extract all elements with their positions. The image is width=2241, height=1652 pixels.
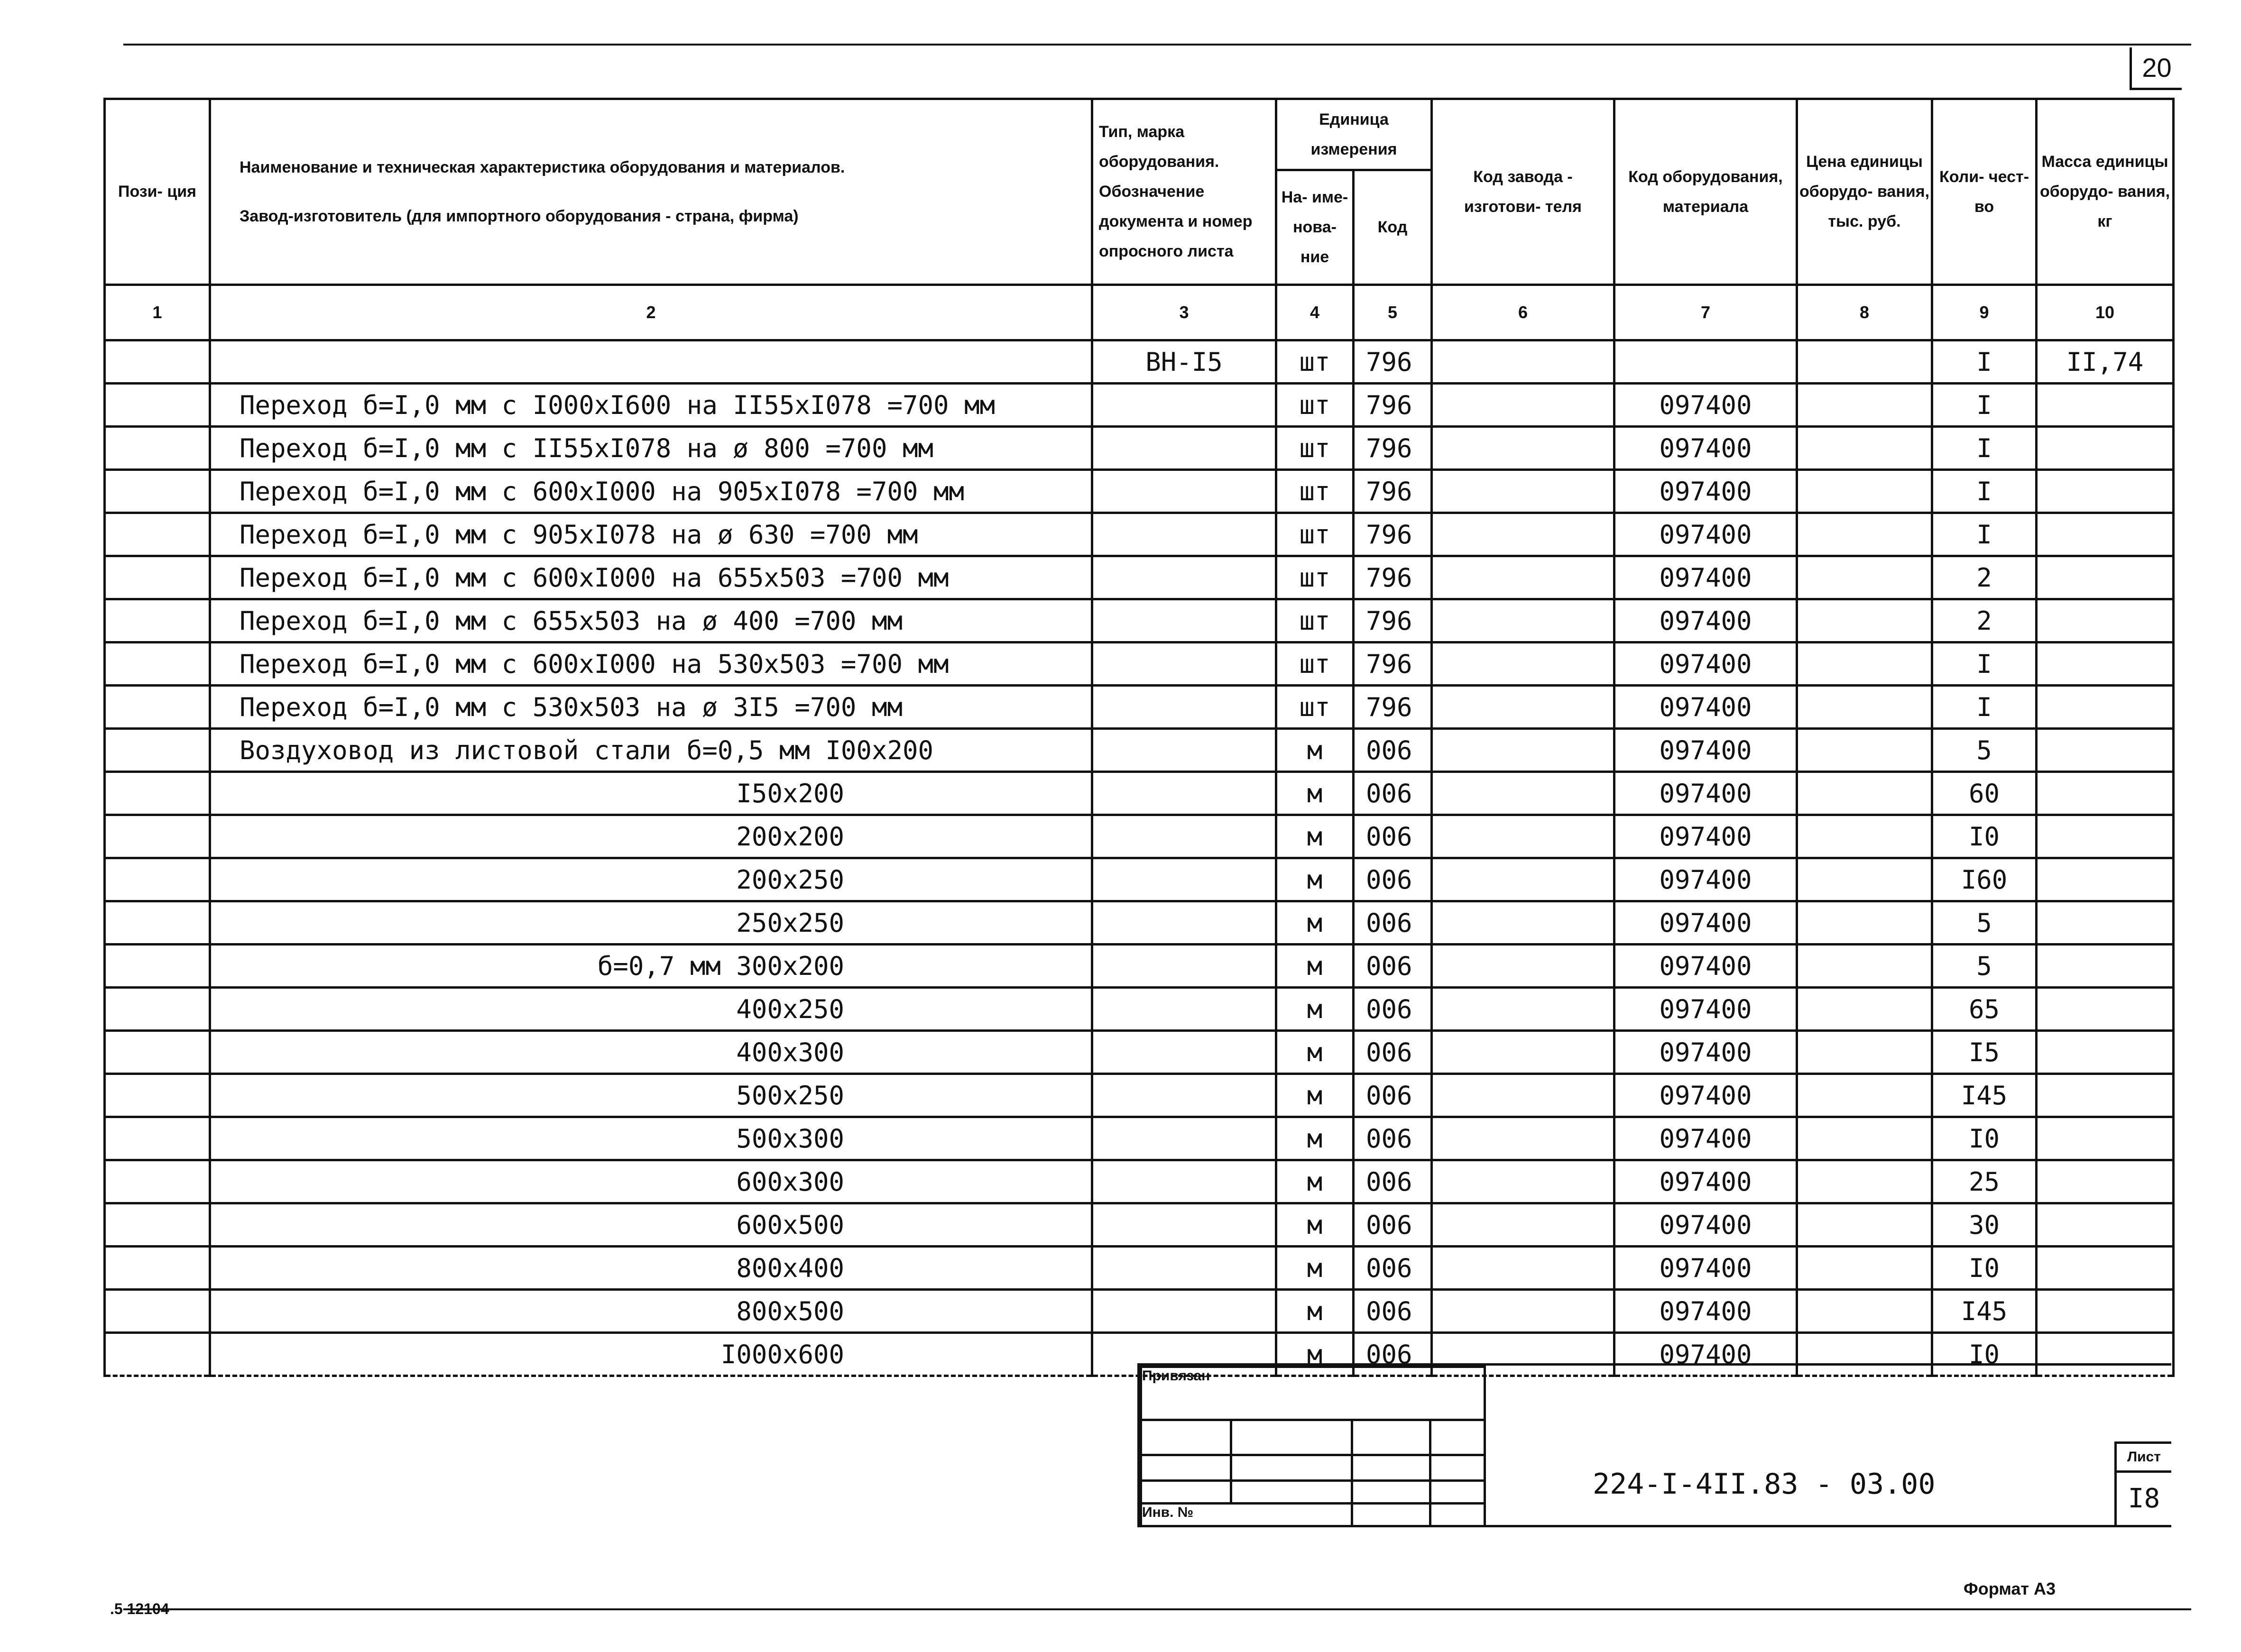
type-cell: [1092, 729, 1276, 772]
factory-code-cell: [1432, 1074, 1614, 1117]
table-row: [105, 1203, 2174, 1247]
top-border-line: [123, 44, 2191, 46]
unit-code-cell: 006: [1354, 901, 1432, 945]
equipment-code-cell: 097400: [1614, 1160, 1797, 1203]
column-number: 10: [2037, 285, 2174, 340]
equipment-code-cell: 097400: [1614, 988, 1797, 1031]
equipment-code-cell: 097400: [1614, 427, 1797, 470]
unit-code-cell: 796: [1354, 340, 1432, 384]
table-row: [105, 1290, 2174, 1333]
name-cell: 400х250: [210, 988, 1092, 1031]
unit-name-cell: м: [1276, 988, 1354, 1031]
price-cell: [1797, 513, 1932, 556]
mass-cell: [2037, 686, 2174, 729]
price-cell: [1797, 1074, 1932, 1117]
mass-cell: [2037, 729, 2174, 772]
quantity-cell: 65: [1932, 988, 2037, 1031]
equipment-code-cell: 097400: [1614, 858, 1797, 901]
unit-code-cell: 006: [1354, 858, 1432, 901]
type-cell: ВН-I5: [1092, 340, 1276, 384]
type-cell: [1092, 513, 1276, 556]
unit-name-cell: м: [1276, 858, 1354, 901]
position-cell: [105, 513, 210, 556]
factory-code-cell: [1432, 384, 1614, 427]
unit-name-cell: м: [1276, 1074, 1354, 1117]
unit-code-cell: 796: [1354, 599, 1432, 642]
factory-code-cell: [1432, 427, 1614, 470]
quantity-cell: I: [1932, 642, 2037, 686]
column-number: 5: [1354, 285, 1432, 340]
price-cell: [1797, 1031, 1932, 1074]
quantity-cell: I0: [1932, 1247, 2037, 1290]
position-cell: [105, 901, 210, 945]
quantity-cell: I: [1932, 427, 2037, 470]
equipment-code-cell: 097400: [1614, 1247, 1797, 1290]
equipment-code-cell: 097400: [1614, 945, 1797, 988]
equipment-code-cell: 097400: [1614, 556, 1797, 599]
unit-code-cell: 006: [1354, 1203, 1432, 1247]
name-cell: Переход б=I,0 мм с I000хI600 на II55хI078 =700 мм: [210, 384, 1092, 427]
position-cell: [105, 384, 210, 427]
factory-code-cell: [1432, 1160, 1614, 1203]
sheet-label: Лист: [2117, 1444, 2171, 1473]
type-cell: [1092, 1247, 1276, 1290]
table-row: [105, 470, 2174, 513]
mass-cell: [2037, 1074, 2174, 1117]
unit-name-cell: м: [1276, 945, 1354, 988]
unit-code-cell: 006: [1354, 1117, 1432, 1160]
table-row: [105, 1160, 2174, 1203]
unit-name-cell: м: [1276, 1031, 1354, 1074]
table-row: [105, 1117, 2174, 1160]
table-row: [105, 945, 2174, 988]
sheet-box: [2114, 1441, 2171, 1525]
table-row: [105, 815, 2174, 858]
price-cell: [1797, 858, 1932, 901]
type-cell: [1092, 945, 1276, 988]
quantity-cell: I: [1932, 513, 2037, 556]
position-cell: [105, 686, 210, 729]
name-cell: 800х400: [210, 1247, 1092, 1290]
type-cell: [1092, 686, 1276, 729]
factory-code-cell: [1432, 1290, 1614, 1333]
unit-name-cell: м: [1276, 1160, 1354, 1203]
unit-code-cell: 006: [1354, 729, 1432, 772]
inventory-stamp: .5 12104: [110, 1600, 169, 1617]
equipment-code-cell: 097400: [1614, 772, 1797, 815]
position-cell: [105, 556, 210, 599]
equipment-code-cell: 097400: [1614, 1074, 1797, 1117]
factory-code-cell: [1432, 772, 1614, 815]
header-name-line1: Наименование и техническая характеристика оборудования и материалов.: [240, 158, 845, 176]
unit-code-cell: 796: [1354, 427, 1432, 470]
page-number: 20: [2130, 47, 2182, 90]
position-cell: [105, 1247, 210, 1290]
price-cell: [1797, 901, 1932, 945]
unit-name-cell: шт: [1276, 513, 1354, 556]
equipment-code-cell: 097400: [1614, 1333, 1797, 1376]
quantity-cell: 2: [1932, 599, 2037, 642]
mass-cell: [2037, 384, 2174, 427]
linked-label: Привязан: [1141, 1367, 1485, 1420]
unit-code-cell: 796: [1354, 513, 1432, 556]
name-cell: 200х200: [210, 815, 1092, 858]
factory-code-cell: [1432, 988, 1614, 1031]
type-cell: [1092, 1031, 1276, 1074]
name-cell: 500х300: [210, 1117, 1092, 1160]
equipment-code-cell: 097400: [1614, 729, 1797, 772]
header-mass: Масса единицы оборудо- вания, кг: [2037, 99, 2174, 285]
equipment-code-cell: 097400: [1614, 599, 1797, 642]
position-cell: [105, 1290, 210, 1333]
quantity-cell: I0: [1932, 1117, 2037, 1160]
unit-name-cell: шт: [1276, 686, 1354, 729]
mass-cell: [2037, 858, 2174, 901]
unit-name-cell: шт: [1276, 340, 1354, 384]
unit-name-cell: м: [1276, 1333, 1354, 1376]
mass-cell: [2037, 988, 2174, 1031]
mass-cell: [2037, 901, 2174, 945]
unit-name-cell: м: [1276, 1290, 1354, 1333]
unit-code-cell: 006: [1354, 1247, 1432, 1290]
factory-code-cell: [1432, 1247, 1614, 1290]
unit-code-cell: 006: [1354, 772, 1432, 815]
type-cell: [1092, 642, 1276, 686]
unit-code-cell: 796: [1354, 642, 1432, 686]
column-number: 4: [1276, 285, 1354, 340]
quantity-cell: I45: [1932, 1290, 2037, 1333]
name-cell: Воздуховод из листовой стали б=0,5 мм I00х200: [210, 729, 1092, 772]
price-cell: [1797, 1160, 1932, 1203]
unit-name-cell: м: [1276, 772, 1354, 815]
unit-code-cell: 796: [1354, 686, 1432, 729]
format-label: Формат А3: [1964, 1579, 2056, 1598]
quantity-cell: 30: [1932, 1203, 2037, 1247]
unit-code-cell: 006: [1354, 1333, 1432, 1376]
factory-code-cell: [1432, 513, 1614, 556]
name-cell: 500х250: [210, 1074, 1092, 1117]
factory-code-cell: [1432, 858, 1614, 901]
factory-code-cell: [1432, 470, 1614, 513]
mass-cell: [2037, 470, 2174, 513]
factory-code-cell: [1432, 815, 1614, 858]
unit-code-cell: 006: [1354, 1160, 1432, 1203]
price-cell: [1797, 384, 1932, 427]
column-number: 1: [105, 285, 210, 340]
factory-code-cell: [1432, 686, 1614, 729]
factory-code-cell: [1432, 340, 1614, 384]
quantity-cell: 2: [1932, 556, 2037, 599]
unit-code-cell: 006: [1354, 1031, 1432, 1074]
equipment-code-cell: 097400: [1614, 470, 1797, 513]
header-unit-code: Код: [1354, 170, 1432, 285]
unit-name-cell: м: [1276, 1117, 1354, 1160]
unit-name-cell: м: [1276, 1247, 1354, 1290]
factory-code-cell: [1432, 556, 1614, 599]
price-cell: [1797, 642, 1932, 686]
name-cell: 200х250: [210, 858, 1092, 901]
position-cell: [105, 599, 210, 642]
price-cell: [1797, 945, 1932, 988]
name-cell: 600х300: [210, 1160, 1092, 1203]
name-cell: б=0,7 мм 300х200: [210, 945, 1092, 988]
mass-cell: [2037, 642, 2174, 686]
position-cell: [105, 1031, 210, 1074]
header-quantity: Коли- чест- во: [1932, 99, 2037, 285]
table-row: [105, 556, 2174, 599]
unit-name-cell: м: [1276, 729, 1354, 772]
name-cell: 800х500: [210, 1290, 1092, 1333]
name-cell: 600х500: [210, 1203, 1092, 1247]
type-cell: [1092, 1160, 1276, 1203]
quantity-cell: 5: [1932, 729, 2037, 772]
bottom-border-line: [123, 1608, 2191, 1610]
factory-code-cell: [1432, 1117, 1614, 1160]
type-cell: [1092, 772, 1276, 815]
unit-code-cell: 006: [1354, 1290, 1432, 1333]
header-price: Цена единицы оборудо- вания, тыс. руб.: [1797, 99, 1932, 285]
mass-cell: [2037, 1117, 2174, 1160]
quantity-cell: I: [1932, 686, 2037, 729]
table-row: [105, 427, 2174, 470]
approval-grid: [1140, 1366, 1486, 1527]
quantity-cell: I0: [1932, 1333, 2037, 1376]
position-cell: [105, 427, 210, 470]
table-row: [105, 384, 2174, 427]
price-cell: [1797, 988, 1932, 1031]
column-number: 6: [1432, 285, 1614, 340]
price-cell: [1797, 1117, 1932, 1160]
table-row: [105, 340, 2174, 384]
unit-name-cell: шт: [1276, 384, 1354, 427]
position-cell: [105, 858, 210, 901]
column-number: 2: [210, 285, 1092, 340]
equipment-code-cell: 097400: [1614, 815, 1797, 858]
type-cell: [1092, 815, 1276, 858]
type-cell: [1092, 599, 1276, 642]
quantity-cell: 5: [1932, 901, 2037, 945]
table-row: [105, 1074, 2174, 1117]
position-cell: [105, 642, 210, 686]
specification-table: [103, 98, 2175, 1377]
position-cell: [105, 945, 210, 988]
equipment-code-cell: 097400: [1614, 686, 1797, 729]
type-cell: [1092, 427, 1276, 470]
type-cell: [1092, 556, 1276, 599]
unit-code-cell: 006: [1354, 988, 1432, 1031]
unit-name-cell: шт: [1276, 599, 1354, 642]
position-cell: [105, 1074, 210, 1117]
equipment-code-cell: 097400: [1614, 1203, 1797, 1247]
table-row: [105, 858, 2174, 901]
position-cell: [105, 729, 210, 772]
header-unit-group: Единица измерения: [1276, 99, 1432, 170]
equipment-code-cell: 097400: [1614, 1031, 1797, 1074]
price-cell: [1797, 1247, 1932, 1290]
factory-code-cell: [1432, 599, 1614, 642]
document-code: 224-I-4II.83 - 03.00: [1593, 1468, 1936, 1501]
type-cell: [1092, 1074, 1276, 1117]
name-cell: Переход б=I,0 мм с 600хI000 на 655х503 =700 мм: [210, 556, 1092, 599]
header-name-line2: Завод-изготовитель (для импортного оборудования - страна, фирма): [240, 207, 799, 225]
inventory-number-label: Инв. №: [1141, 1504, 1352, 1526]
equipment-code-cell: 097400: [1614, 1290, 1797, 1333]
factory-code-cell: [1432, 1203, 1614, 1247]
mass-cell: [2037, 1203, 2174, 1247]
name-cell: Переход б=I,0 мм с 600хI000 на 530х503 =700 мм: [210, 642, 1092, 686]
header-name: [210, 99, 1092, 285]
name-cell: Переход б=I,0 мм с 530х503 на ø 3I5 =700 мм: [210, 686, 1092, 729]
factory-code-cell: [1432, 945, 1614, 988]
unit-code-cell: 796: [1354, 384, 1432, 427]
equipment-code-cell: 097400: [1614, 513, 1797, 556]
price-cell: [1797, 1203, 1932, 1247]
header-equipment-code: Код оборудования, материала: [1614, 99, 1797, 285]
type-cell: [1092, 384, 1276, 427]
unit-name-cell: шт: [1276, 427, 1354, 470]
unit-code-cell: 006: [1354, 945, 1432, 988]
mass-cell: [2037, 1031, 2174, 1074]
mass-cell: [2037, 1290, 2174, 1333]
table-row: [105, 1031, 2174, 1074]
equipment-code-cell: 097400: [1614, 384, 1797, 427]
unit-name-cell: шт: [1276, 556, 1354, 599]
position-cell: [105, 470, 210, 513]
table-row: [105, 988, 2174, 1031]
header-position: Пози- ция: [105, 99, 210, 285]
unit-name-cell: шт: [1276, 470, 1354, 513]
column-number: 7: [1614, 285, 1797, 340]
type-cell: [1092, 988, 1276, 1031]
unit-name-cell: м: [1276, 901, 1354, 945]
quantity-cell: I0: [1932, 815, 2037, 858]
table-row: [105, 901, 2174, 945]
mass-cell: II,74: [2037, 340, 2174, 384]
price-cell: [1797, 599, 1932, 642]
type-cell: [1092, 858, 1276, 901]
quantity-cell: I5: [1932, 1031, 2037, 1074]
price-cell: [1797, 470, 1932, 513]
table-row: [105, 599, 2174, 642]
title-block: [1137, 1363, 2171, 1527]
factory-code-cell: [1432, 642, 1614, 686]
mass-cell: [2037, 772, 2174, 815]
name-cell: 250х250: [210, 901, 1092, 945]
price-cell: [1797, 772, 1932, 815]
name-cell: I000х600: [210, 1333, 1092, 1376]
position-cell: [105, 1203, 210, 1247]
name-cell: [210, 340, 1092, 384]
column-number: 9: [1932, 285, 2037, 340]
quantity-cell: I: [1932, 384, 2037, 427]
type-cell: [1092, 1117, 1276, 1160]
position-cell: [105, 988, 210, 1031]
header-type: Тип, марка оборудования. Обозначение документа и номер опросного листа: [1092, 99, 1276, 285]
equipment-code-cell: 097400: [1614, 1117, 1797, 1160]
header-unit-name: На- име- нова- ние: [1276, 170, 1354, 285]
type-cell: [1092, 901, 1276, 945]
equipment-code-cell: [1614, 340, 1797, 384]
price-cell: [1797, 556, 1932, 599]
position-cell: [105, 1160, 210, 1203]
quantity-cell: 25: [1932, 1160, 2037, 1203]
position-cell: [105, 815, 210, 858]
unit-code-cell: 796: [1354, 470, 1432, 513]
column-number: 3: [1092, 285, 1276, 340]
column-number: 8: [1797, 285, 1932, 340]
mass-cell: [2037, 945, 2174, 988]
mass-cell: [2037, 427, 2174, 470]
mass-cell: [2037, 556, 2174, 599]
table-row: [105, 513, 2174, 556]
name-cell: Переход б=I,0 мм с 600хI000 на 905хI078 =700 мм: [210, 470, 1092, 513]
name-cell: 400х300: [210, 1031, 1092, 1074]
mass-cell: [2037, 599, 2174, 642]
mass-cell: [2037, 815, 2174, 858]
table-row: [105, 1247, 2174, 1290]
price-cell: [1797, 1290, 1932, 1333]
type-cell: [1092, 1290, 1276, 1333]
price-cell: [1797, 815, 1932, 858]
mass-cell: [2037, 1247, 2174, 1290]
price-cell: [1797, 729, 1932, 772]
position-cell: [105, 1333, 210, 1376]
equipment-code-cell: 097400: [1614, 901, 1797, 945]
factory-code-cell: [1432, 901, 1614, 945]
table-row: [105, 642, 2174, 686]
header-factory-code: Код завода - изготови- теля: [1432, 99, 1614, 285]
position-cell: [105, 772, 210, 815]
unit-code-cell: 006: [1354, 815, 1432, 858]
name-cell: I50х200: [210, 772, 1092, 815]
unit-name-cell: м: [1276, 815, 1354, 858]
quantity-cell: I: [1932, 340, 2037, 384]
table-row: [105, 729, 2174, 772]
mass-cell: [2037, 1160, 2174, 1203]
factory-code-cell: [1432, 1031, 1614, 1074]
quantity-cell: 5: [1932, 945, 2037, 988]
name-cell: Переход б=I,0 мм с II55хI078 на ø 800 =700 мм: [210, 427, 1092, 470]
name-cell: Переход б=I,0 мм с 655х503 на ø 400 =700 мм: [210, 599, 1092, 642]
name-cell: Переход б=I,0 мм с 905хI078 на ø 630 =700 мм: [210, 513, 1092, 556]
price-cell: [1797, 686, 1932, 729]
quantity-cell: I45: [1932, 1074, 2037, 1117]
quantity-cell: I: [1932, 470, 2037, 513]
position-cell: [105, 1117, 210, 1160]
quantity-cell: 60: [1932, 772, 2037, 815]
price-cell: [1797, 427, 1932, 470]
table-row: [105, 686, 2174, 729]
table-row: [105, 772, 2174, 815]
price-cell: [1797, 340, 1932, 384]
mass-cell: [2037, 513, 2174, 556]
title-block-main: [1484, 1366, 2171, 1525]
unit-code-cell: 796: [1354, 556, 1432, 599]
unit-name-cell: м: [1276, 1203, 1354, 1247]
sheet-number: I8: [2128, 1483, 2160, 1514]
quantity-cell: I60: [1932, 858, 2037, 901]
unit-code-cell: 006: [1354, 1074, 1432, 1117]
position-cell: [105, 340, 210, 384]
type-cell: [1092, 470, 1276, 513]
factory-code-cell: [1432, 729, 1614, 772]
equipment-code-cell: 097400: [1614, 642, 1797, 686]
type-cell: [1092, 1203, 1276, 1247]
unit-name-cell: шт: [1276, 642, 1354, 686]
